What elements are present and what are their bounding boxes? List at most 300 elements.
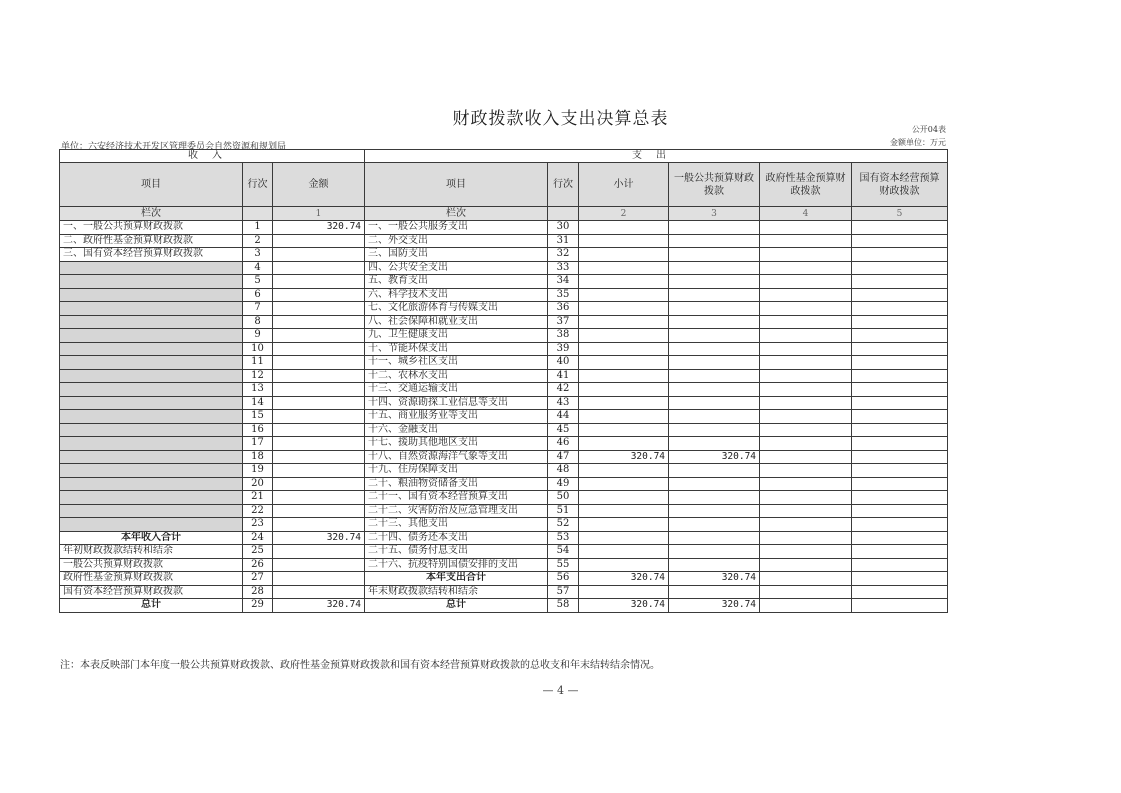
income-row-no-cell: 26	[243, 558, 273, 572]
table-row	[60, 437, 948, 451]
expense-state-capital-cell	[852, 234, 948, 248]
expense-row-no-cell: 42	[548, 383, 579, 397]
income-amount-cell	[273, 261, 365, 275]
expense-subtotal-cell: 320.74	[579, 599, 669, 613]
expense-general-budget-cell	[669, 423, 760, 437]
income-row-no-cell: 3	[243, 248, 273, 262]
expense-subtotal-cell	[579, 261, 669, 275]
expense-subtotal-cell	[579, 234, 669, 248]
expense-item-cell: 十五、商业服务业等支出	[365, 410, 548, 424]
income-row-no-cell: 12	[243, 369, 273, 383]
income-item-cell	[60, 342, 243, 356]
expense-subtotal-cell	[579, 275, 669, 289]
income-row-no-cell: 19	[243, 464, 273, 478]
income-row-no-cell: 9	[243, 329, 273, 343]
expense-fund-budget-cell	[760, 518, 852, 532]
expense-row-no-cell: 37	[548, 315, 579, 329]
income-item-cell	[60, 491, 243, 505]
expense-state-capital-cell	[852, 450, 948, 464]
expense-subtotal-cell	[579, 356, 669, 370]
expense-fund-budget-cell	[760, 302, 852, 316]
income-row-no-cell: 5	[243, 275, 273, 289]
expense-item-cell: 五、教育支出	[365, 275, 548, 289]
income-amount-cell	[273, 558, 365, 572]
expense-row-no-cell: 33	[548, 261, 579, 275]
income-item-cell: 年初财政拨款结转和结余	[60, 545, 243, 559]
income-item-cell	[60, 437, 243, 451]
expense-item-cell: 二十一、国有资本经营预算支出	[365, 491, 548, 505]
section-income: 收入	[60, 150, 365, 163]
income-amount-cell: 320.74	[273, 531, 365, 545]
income-row-no-cell: 1	[243, 221, 273, 235]
header-expense-row-no: 行次	[548, 163, 579, 207]
expense-subtotal-cell	[579, 585, 669, 599]
expense-row-no-cell: 56	[548, 572, 579, 586]
expense-fund-budget-cell	[760, 599, 852, 613]
lanci-col-1: 1	[273, 207, 365, 221]
table-row	[60, 491, 948, 505]
expense-row-no-cell: 46	[548, 437, 579, 451]
expense-general-budget-cell	[669, 342, 760, 356]
expense-state-capital-cell	[852, 396, 948, 410]
expense-state-capital-cell	[852, 437, 948, 451]
income-row-no-cell: 6	[243, 288, 273, 302]
expense-fund-budget-cell	[760, 423, 852, 437]
expense-general-budget-cell	[669, 261, 760, 275]
expense-item-cell: 六、科学技术支出	[365, 288, 548, 302]
income-row-no-cell: 23	[243, 518, 273, 532]
expense-state-capital-cell	[852, 275, 948, 289]
expense-state-capital-cell	[852, 248, 948, 262]
expense-fund-budget-cell	[760, 315, 852, 329]
income-item-cell	[60, 504, 243, 518]
income-amount-cell	[273, 504, 365, 518]
amount-unit: 金额单位：万元	[890, 138, 946, 147]
expense-general-budget-cell	[669, 383, 760, 397]
table-row	[60, 383, 948, 397]
expense-fund-budget-cell	[760, 248, 852, 262]
expense-state-capital-cell	[852, 423, 948, 437]
expense-general-budget-cell	[669, 315, 760, 329]
expense-state-capital-cell	[852, 302, 948, 316]
income-item-cell	[60, 464, 243, 478]
income-amount-cell: 320.74	[273, 599, 365, 613]
expense-general-budget-cell	[669, 518, 760, 532]
income-row-no-cell: 15	[243, 410, 273, 424]
table-row	[60, 369, 948, 383]
table-row	[60, 248, 948, 262]
income-row-no-cell: 16	[243, 423, 273, 437]
table-row	[60, 450, 948, 464]
income-item-cell: 本年收入合计	[60, 531, 243, 545]
expense-general-budget-cell	[669, 437, 760, 451]
expense-fund-budget-cell	[760, 410, 852, 424]
expense-subtotal-cell: 320.74	[579, 572, 669, 586]
expense-subtotal-cell	[579, 518, 669, 532]
expense-item-cell: 年末财政拨款结转和结余	[365, 585, 548, 599]
expense-state-capital-cell	[852, 342, 948, 356]
expense-item-cell: 十四、资源勘探工业信息等支出	[365, 396, 548, 410]
table-row	[60, 477, 948, 491]
income-row-no-cell: 24	[243, 531, 273, 545]
income-item-cell: 二、政府性基金预算财政拨款	[60, 234, 243, 248]
income-item-cell	[60, 275, 243, 289]
expense-fund-budget-cell	[760, 558, 852, 572]
income-item-cell: 三、国有资本经营预算财政拨款	[60, 248, 243, 262]
expense-subtotal-cell	[579, 477, 669, 491]
income-amount-cell	[273, 234, 365, 248]
expense-subtotal-cell	[579, 504, 669, 518]
expense-state-capital-cell	[852, 518, 948, 532]
income-item-cell	[60, 356, 243, 370]
income-row-no-cell: 21	[243, 491, 273, 505]
expense-subtotal-cell	[579, 423, 669, 437]
expense-row-no-cell: 45	[548, 423, 579, 437]
expense-state-capital-cell	[852, 288, 948, 302]
expense-fund-budget-cell	[760, 288, 852, 302]
income-amount-cell	[273, 315, 365, 329]
expense-state-capital-cell	[852, 531, 948, 545]
income-row-no-cell: 11	[243, 356, 273, 370]
expense-row-no-cell: 40	[548, 356, 579, 370]
expense-row-no-cell: 57	[548, 585, 579, 599]
income-amount-cell	[273, 396, 365, 410]
table-row	[60, 356, 948, 370]
section-expense: 支出	[365, 150, 948, 163]
header-income-amount: 金额	[273, 163, 365, 207]
income-item-cell	[60, 410, 243, 424]
expense-row-no-cell: 55	[548, 558, 579, 572]
expense-row-no-cell: 47	[548, 450, 579, 464]
expense-row-no-cell: 36	[548, 302, 579, 316]
expense-subtotal-cell	[579, 531, 669, 545]
expense-item-cell: 十一、城乡社区支出	[365, 356, 548, 370]
lanci-expense-label: 栏次	[365, 207, 548, 221]
expense-general-budget-cell	[669, 396, 760, 410]
income-row-no-cell: 25	[243, 545, 273, 559]
lanci-col-3: 3	[669, 207, 760, 221]
expense-state-capital-cell	[852, 329, 948, 343]
header-income-row-no: 行次	[243, 163, 273, 207]
column-number-row	[60, 207, 948, 221]
expense-subtotal-cell	[579, 545, 669, 559]
expense-fund-budget-cell	[760, 545, 852, 559]
table-row	[60, 504, 948, 518]
income-row-no-cell: 13	[243, 383, 273, 397]
section-header-row	[60, 150, 948, 163]
income-amount-cell	[273, 410, 365, 424]
expense-fund-budget-cell	[760, 464, 852, 478]
expense-fund-budget-cell	[760, 356, 852, 370]
column-header-row	[60, 163, 948, 207]
income-amount-cell	[273, 437, 365, 451]
expense-row-no-cell: 54	[548, 545, 579, 559]
header-general-budget: 一般公共预算财政拨款	[669, 163, 760, 207]
income-amount-cell	[273, 464, 365, 478]
income-row-no-cell: 18	[243, 450, 273, 464]
expense-general-budget-cell	[669, 531, 760, 545]
expense-item-cell: 二、外交支出	[365, 234, 548, 248]
expense-general-budget-cell	[669, 234, 760, 248]
expense-general-budget-cell	[669, 356, 760, 370]
expense-general-budget-cell	[669, 477, 760, 491]
table-row	[60, 545, 948, 559]
table-row	[60, 531, 948, 545]
income-row-no-cell: 17	[243, 437, 273, 451]
income-row-no-cell: 4	[243, 261, 273, 275]
expense-general-budget-cell	[669, 504, 760, 518]
income-item-cell: 国有资本经营预算财政拨款	[60, 585, 243, 599]
expense-fund-budget-cell	[760, 369, 852, 383]
expense-state-capital-cell	[852, 599, 948, 613]
expense-state-capital-cell	[852, 261, 948, 275]
expense-general-budget-cell: 320.74	[669, 572, 760, 586]
expense-row-no-cell: 31	[548, 234, 579, 248]
expense-item-cell: 二十五、债务付息支出	[365, 545, 548, 559]
expense-row-no-cell: 39	[548, 342, 579, 356]
expense-item-cell: 十二、农林水支出	[365, 369, 548, 383]
expense-item-cell: 八、社会保障和就业支出	[365, 315, 548, 329]
income-amount-cell	[273, 518, 365, 532]
expense-item-cell: 七、文化旅游体育与传媒支出	[365, 302, 548, 316]
expense-item-cell: 四、公共安全支出	[365, 261, 548, 275]
expense-fund-budget-cell	[760, 221, 852, 235]
expense-fund-budget-cell	[760, 383, 852, 397]
expense-fund-budget-cell	[760, 585, 852, 599]
expense-row-no-cell: 50	[548, 491, 579, 505]
income-amount-cell: 320.74	[273, 221, 365, 235]
expense-general-budget-cell	[669, 248, 760, 262]
header-subtotal: 小计	[579, 163, 669, 207]
income-row-no-cell: 2	[243, 234, 273, 248]
expense-state-capital-cell	[852, 585, 948, 599]
income-item-cell	[60, 315, 243, 329]
expense-item-cell: 一、一般公共服务支出	[365, 221, 548, 235]
footnote: 注：本表反映部门本年度一般公共预算财政拨款、政府性基金预算财政拨款和国有资本经营预算财政拨款的总收支和年末结转结余情况。	[60, 660, 660, 671]
expense-fund-budget-cell	[760, 450, 852, 464]
expense-general-budget-cell	[669, 545, 760, 559]
expense-state-capital-cell	[852, 383, 948, 397]
expense-subtotal-cell	[579, 383, 669, 397]
expense-general-budget-cell	[669, 302, 760, 316]
expense-general-budget-cell	[669, 329, 760, 343]
expense-item-cell: 二十、粮油物资储备支出	[365, 477, 548, 491]
table-row	[60, 558, 948, 572]
table-row	[60, 572, 948, 586]
expense-general-budget-cell	[669, 585, 760, 599]
expense-item-cell: 二十六、抗疫特别国债安排的支出	[365, 558, 548, 572]
page-title: 财政拨款收入支出决算总表	[452, 109, 669, 129]
table-row	[60, 275, 948, 289]
income-row-no-cell: 29	[243, 599, 273, 613]
expense-subtotal-cell	[579, 329, 669, 343]
expense-fund-budget-cell	[760, 531, 852, 545]
expense-general-budget-cell	[669, 491, 760, 505]
expense-subtotal-cell	[579, 396, 669, 410]
form-number: 公开04表	[911, 125, 946, 134]
income-item-cell	[60, 423, 243, 437]
expense-row-no-cell: 51	[548, 504, 579, 518]
expense-item-cell: 本年支出合计	[365, 572, 548, 586]
expense-item-cell: 十七、援助其他地区支出	[365, 437, 548, 451]
header-income-item: 项目	[60, 163, 243, 207]
table-row	[60, 221, 948, 235]
income-amount-cell	[273, 329, 365, 343]
expense-general-budget-cell	[669, 369, 760, 383]
expense-row-no-cell: 53	[548, 531, 579, 545]
expense-state-capital-cell	[852, 477, 948, 491]
income-row-no-cell: 8	[243, 315, 273, 329]
table-row	[60, 396, 948, 410]
income-item-cell	[60, 450, 243, 464]
table-row	[60, 261, 948, 275]
income-amount-cell	[273, 369, 365, 383]
expense-row-no-cell: 52	[548, 518, 579, 532]
expense-item-cell: 十六、金融支出	[365, 423, 548, 437]
expense-item-cell: 二十二、灾害防治及应急管理支出	[365, 504, 548, 518]
income-amount-cell	[273, 302, 365, 316]
expense-general-budget-cell	[669, 558, 760, 572]
expense-item-cell: 三、国防支出	[365, 248, 548, 262]
expense-fund-budget-cell	[760, 477, 852, 491]
table-row	[60, 423, 948, 437]
expense-subtotal-cell	[579, 248, 669, 262]
expense-fund-budget-cell	[760, 396, 852, 410]
budget-table	[59, 149, 948, 613]
organization-unit: 单位：六安经济技术开发区管理委员会自然资源和规划局	[61, 142, 287, 152]
income-amount-cell	[273, 248, 365, 262]
expense-row-no-cell: 32	[548, 248, 579, 262]
income-amount-cell	[273, 491, 365, 505]
page-number: — 4 —	[542, 684, 579, 697]
expense-subtotal-cell	[579, 369, 669, 383]
table-row	[60, 410, 948, 424]
income-item-cell: 一、一般公共预算财政拨款	[60, 221, 243, 235]
income-amount-cell	[273, 545, 365, 559]
expense-state-capital-cell	[852, 558, 948, 572]
expense-row-no-cell: 38	[548, 329, 579, 343]
expense-fund-budget-cell	[760, 572, 852, 586]
expense-subtotal-cell: 320.74	[579, 450, 669, 464]
income-amount-cell	[273, 275, 365, 289]
income-row-no-cell: 10	[243, 342, 273, 356]
expense-subtotal-cell	[579, 302, 669, 316]
expense-subtotal-cell	[579, 315, 669, 329]
lanci-col-4: 4	[760, 207, 852, 221]
expense-state-capital-cell	[852, 504, 948, 518]
income-item-cell	[60, 329, 243, 343]
expense-state-capital-cell	[852, 491, 948, 505]
expense-item-cell: 十九、住房保障支出	[365, 464, 548, 478]
expense-fund-budget-cell	[760, 437, 852, 451]
income-item-cell	[60, 369, 243, 383]
expense-subtotal-cell	[579, 410, 669, 424]
expense-state-capital-cell	[852, 356, 948, 370]
expense-general-budget-cell	[669, 221, 760, 235]
expense-row-no-cell: 34	[548, 275, 579, 289]
table-row	[60, 464, 948, 478]
income-amount-cell	[273, 477, 365, 491]
income-row-no-cell: 28	[243, 585, 273, 599]
expense-item-cell: 二十三、其他支出	[365, 518, 548, 532]
expense-subtotal-cell	[579, 342, 669, 356]
income-row-no-cell: 22	[243, 504, 273, 518]
income-item-cell: 政府性基金预算财政拨款	[60, 572, 243, 586]
income-amount-cell	[273, 356, 365, 370]
lanci-blank	[243, 207, 273, 221]
income-item-cell	[60, 302, 243, 316]
expense-subtotal-cell	[579, 558, 669, 572]
income-item-cell: 一般公共预算财政拨款	[60, 558, 243, 572]
table-row	[60, 599, 948, 613]
expense-state-capital-cell	[852, 572, 948, 586]
income-item-cell	[60, 383, 243, 397]
expense-subtotal-cell	[579, 437, 669, 451]
expense-item-cell: 十八、自然资源海洋气象等支出	[365, 450, 548, 464]
expense-row-no-cell: 49	[548, 477, 579, 491]
expense-fund-budget-cell	[760, 329, 852, 343]
expense-row-no-cell: 48	[548, 464, 579, 478]
expense-general-budget-cell	[669, 275, 760, 289]
expense-state-capital-cell	[852, 315, 948, 329]
expense-state-capital-cell	[852, 369, 948, 383]
expense-fund-budget-cell	[760, 491, 852, 505]
header-expense-item: 项目	[365, 163, 548, 207]
expense-general-budget-cell: 320.74	[669, 450, 760, 464]
expense-fund-budget-cell	[760, 275, 852, 289]
income-amount-cell	[273, 572, 365, 586]
income-amount-cell	[273, 585, 365, 599]
income-row-no-cell: 14	[243, 396, 273, 410]
expense-item-cell: 总计	[365, 599, 548, 613]
expense-item-cell: 十、节能环保支出	[365, 342, 548, 356]
income-item-cell	[60, 288, 243, 302]
expense-fund-budget-cell	[760, 261, 852, 275]
table-row	[60, 329, 948, 343]
income-amount-cell	[273, 288, 365, 302]
income-amount-cell	[273, 342, 365, 356]
expense-subtotal-cell	[579, 464, 669, 478]
expense-general-budget-cell	[669, 464, 760, 478]
table-row	[60, 288, 948, 302]
expense-general-budget-cell	[669, 288, 760, 302]
expense-general-budget-cell	[669, 410, 760, 424]
expense-row-no-cell: 44	[548, 410, 579, 424]
table-row	[60, 234, 948, 248]
expense-subtotal-cell	[579, 288, 669, 302]
income-amount-cell	[273, 423, 365, 437]
income-amount-cell	[273, 450, 365, 464]
expense-subtotal-cell	[579, 221, 669, 235]
expense-state-capital-cell	[852, 464, 948, 478]
expense-row-no-cell: 30	[548, 221, 579, 235]
expense-row-no-cell: 43	[548, 396, 579, 410]
expense-item-cell: 十三、交通运输支出	[365, 383, 548, 397]
table-row	[60, 315, 948, 329]
expense-fund-budget-cell	[760, 504, 852, 518]
income-item-cell	[60, 518, 243, 532]
income-row-no-cell: 27	[243, 572, 273, 586]
expense-subtotal-cell	[579, 491, 669, 505]
expense-row-no-cell: 35	[548, 288, 579, 302]
income-row-no-cell: 20	[243, 477, 273, 491]
table-row	[60, 518, 948, 532]
table-row	[60, 585, 948, 599]
expense-fund-budget-cell	[760, 234, 852, 248]
income-amount-cell	[273, 383, 365, 397]
expense-row-no-cell: 58	[548, 599, 579, 613]
expense-state-capital-cell	[852, 410, 948, 424]
